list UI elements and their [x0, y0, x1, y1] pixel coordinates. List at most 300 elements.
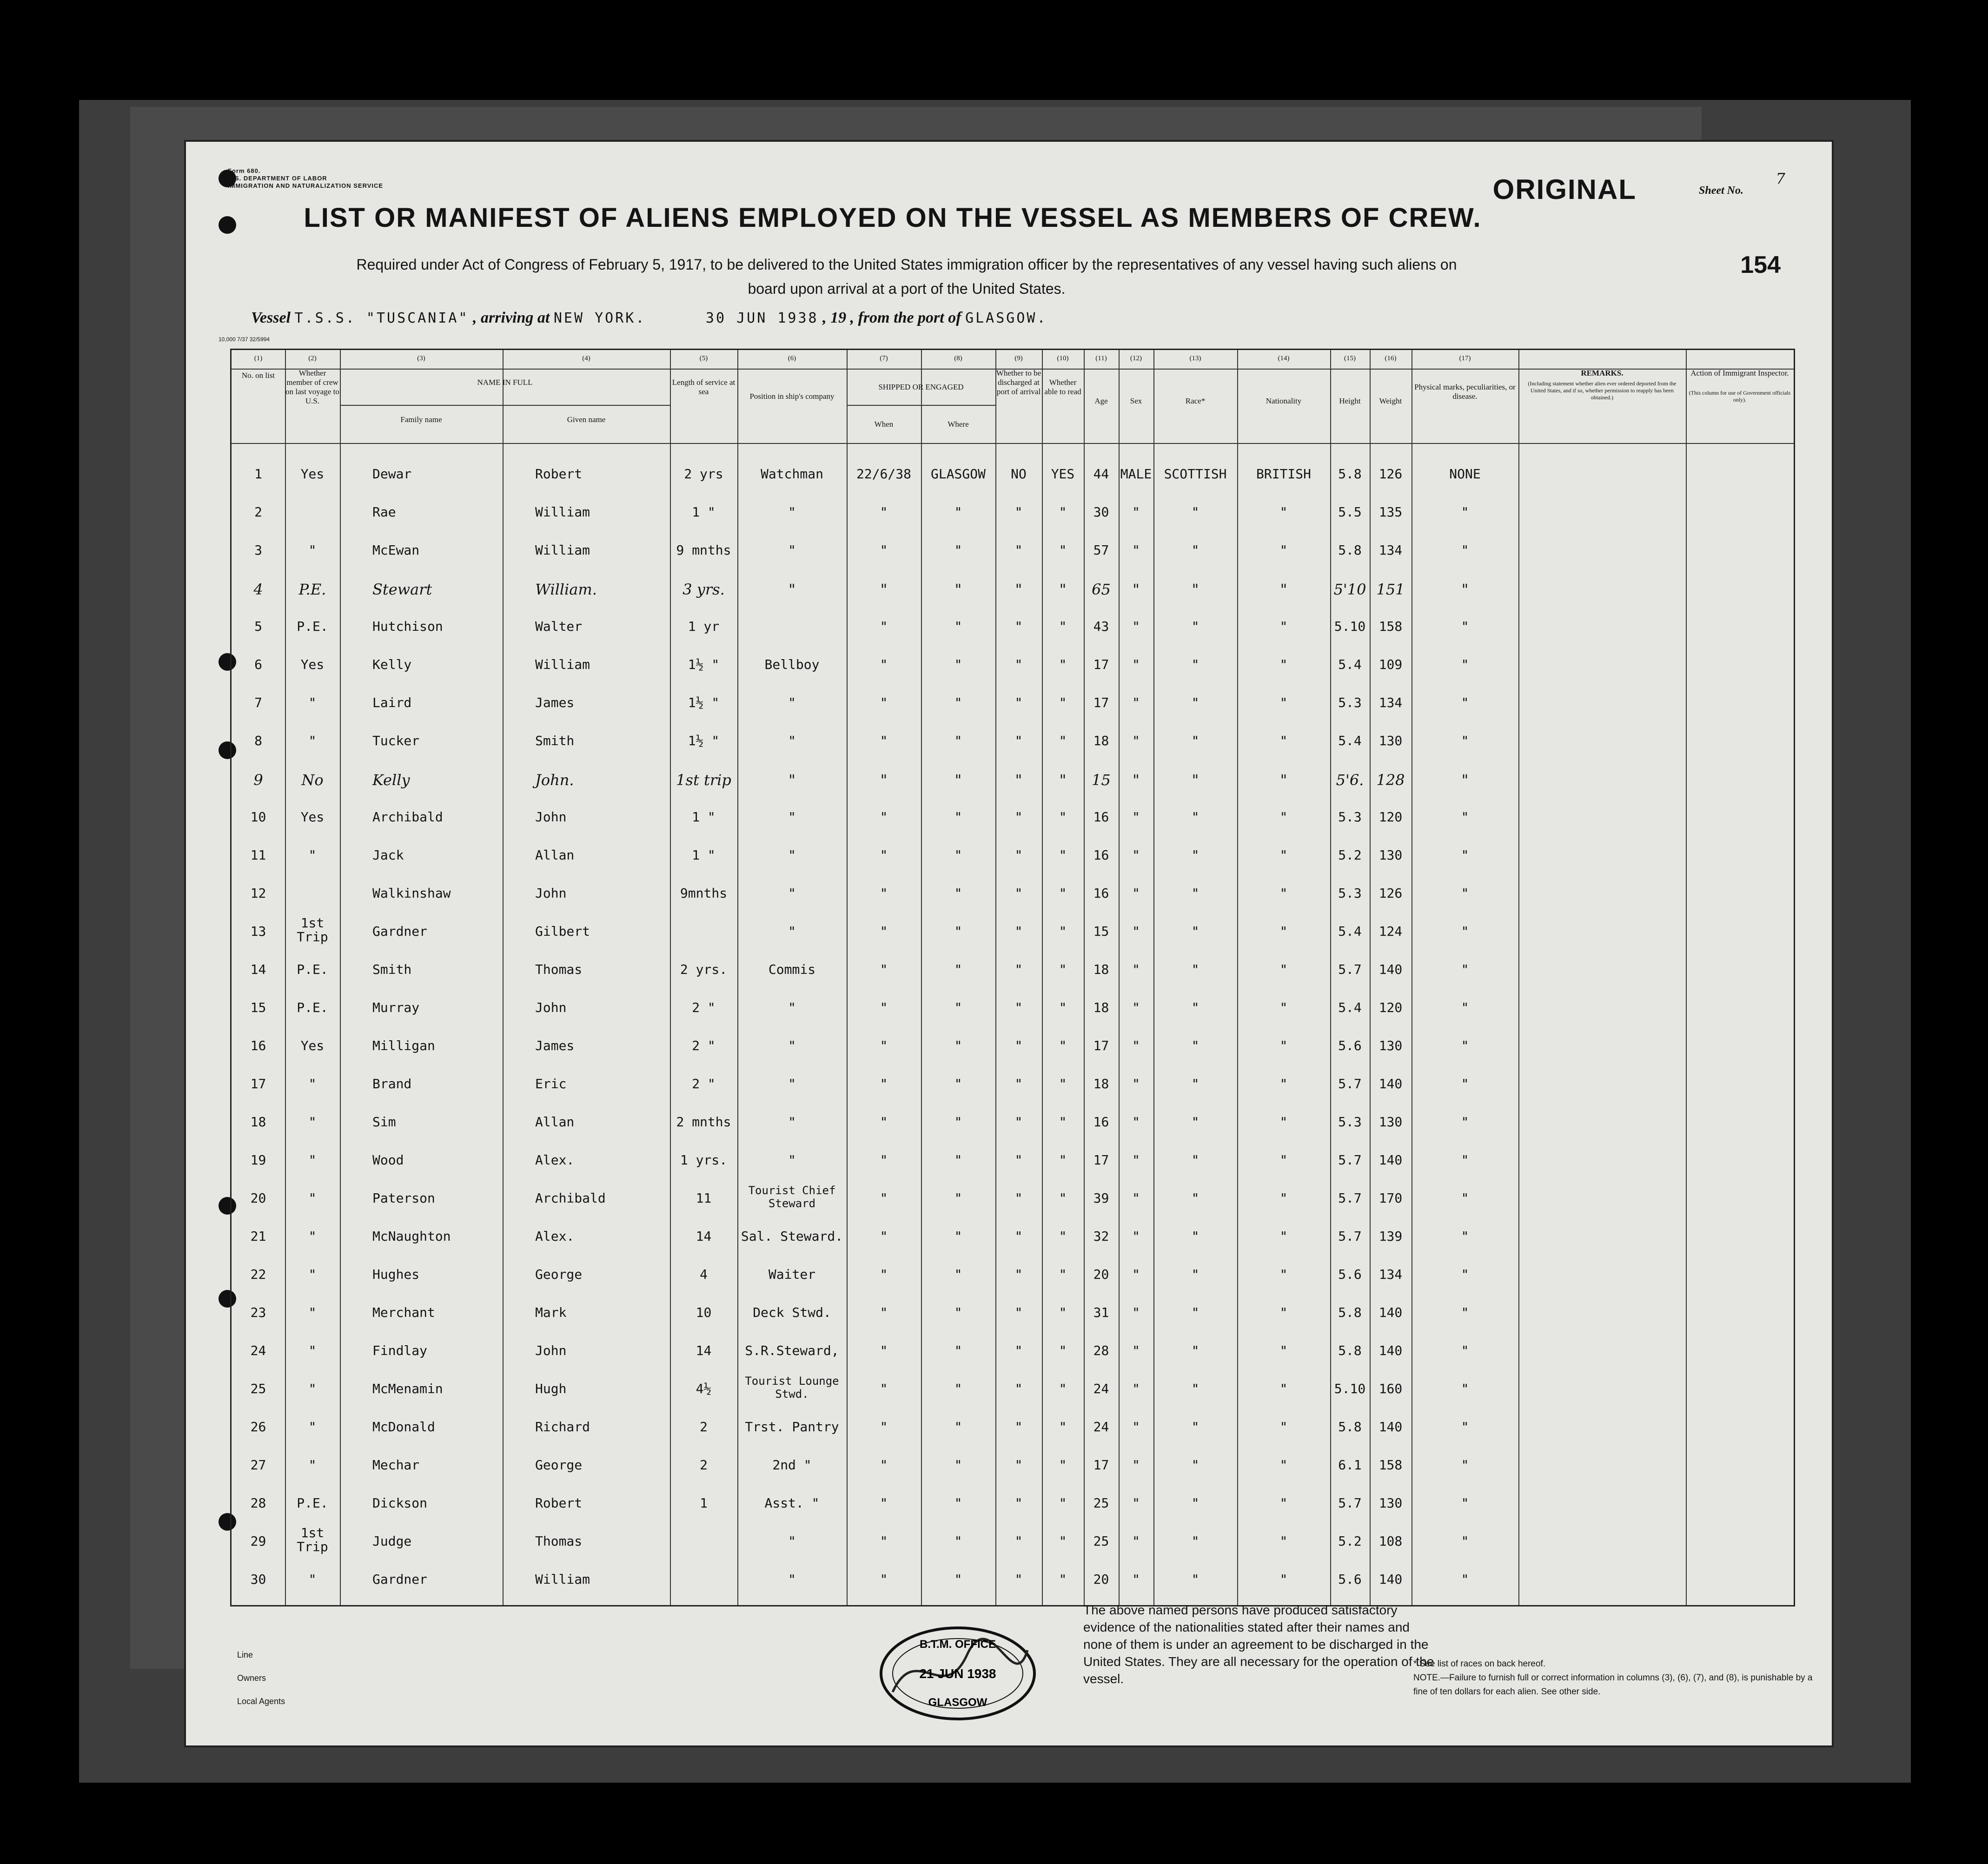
row-where: "	[954, 1038, 962, 1053]
row-given-name: Thomas	[535, 962, 583, 977]
vessel-label: Vessel	[251, 309, 291, 326]
row-given-name: Walter	[535, 619, 583, 634]
row-where: "	[954, 1495, 962, 1511]
row-age: 16	[1093, 847, 1109, 863]
table-row	[232, 1448, 1794, 1486]
row-read: "	[1059, 542, 1067, 558]
row-when: "	[880, 1381, 888, 1396]
row-discharged: "	[1014, 657, 1023, 672]
row-sex: "	[1132, 1572, 1140, 1587]
row-physical: "	[1461, 1305, 1469, 1320]
row-nationality: "	[1279, 1000, 1288, 1015]
row-sex: "	[1132, 619, 1140, 634]
arrival-date: 30 JUN 1938	[705, 310, 819, 326]
row-discharged: "	[1014, 1343, 1023, 1358]
row-physical: "	[1461, 847, 1469, 863]
column-number: (9)	[1014, 355, 1023, 362]
row-number: 7	[254, 695, 262, 710]
row-length: 1 "	[692, 504, 716, 520]
row-height: 5.2	[1338, 847, 1362, 863]
row-weight: 140	[1378, 1419, 1403, 1434]
header-age: Age	[1094, 397, 1108, 405]
row-length: 1 "	[692, 847, 716, 863]
row-age: 31	[1093, 1305, 1109, 1320]
row-position: "	[788, 1000, 796, 1015]
row-height: 5.7	[1338, 1495, 1362, 1511]
row-nationality: "	[1279, 1267, 1288, 1282]
row-race: "	[1191, 1534, 1199, 1549]
table-row	[232, 1486, 1794, 1524]
row-length: 2	[700, 1457, 708, 1473]
row-when: "	[880, 847, 888, 863]
row-age: 17	[1093, 657, 1109, 672]
row-when: "	[880, 1229, 888, 1244]
header-where: Where	[948, 420, 969, 429]
row-where: "	[954, 695, 962, 710]
row-race: "	[1191, 1381, 1199, 1396]
row-discharged: "	[1014, 695, 1023, 710]
stamp-date-text: 21 JUN 1938	[919, 1666, 996, 1681]
header-shipped: SHIPPED OR ENGAGED	[878, 383, 964, 391]
header-divider	[232, 443, 1794, 444]
row-length: 2 "	[692, 1076, 716, 1091]
column-number: (6)	[788, 355, 796, 362]
row-nationality: "	[1279, 1534, 1288, 1549]
row-discharged: "	[1014, 1534, 1023, 1549]
row-where: "	[954, 1229, 962, 1244]
row-age: 32	[1093, 1229, 1109, 1244]
row-physical: "	[1461, 1190, 1469, 1206]
row-number: 3	[254, 542, 262, 558]
row-given-name: John	[535, 809, 567, 825]
row-member: "	[308, 1305, 317, 1320]
row-race: SCOTTISH	[1164, 466, 1227, 482]
row-length: 4	[700, 1267, 708, 1282]
row-age: 18	[1093, 962, 1109, 977]
owners-label: Owners	[237, 1673, 266, 1683]
row-race: "	[1191, 542, 1199, 558]
row-given-name: William	[535, 657, 590, 672]
row-member: "	[308, 1572, 317, 1587]
row-family-name: Judge	[372, 1534, 412, 1549]
row-discharged: "	[1014, 962, 1023, 977]
row-discharged: "	[1014, 619, 1023, 634]
row-age: 43	[1093, 619, 1109, 634]
row-height: 5.2	[1338, 1534, 1362, 1549]
row-position: "	[789, 581, 795, 598]
row-physical: "	[1461, 504, 1469, 520]
row-physical: "	[1461, 1457, 1469, 1473]
row-physical: "	[1461, 1229, 1469, 1244]
row-nationality: "	[1279, 1381, 1288, 1396]
row-family-name: Tucker	[372, 733, 420, 748]
row-when: "	[880, 1305, 888, 1320]
row-position: "	[788, 695, 796, 710]
row-given-name: James	[535, 1038, 575, 1053]
row-member: "	[308, 1076, 317, 1091]
row-nationality: "	[1279, 1343, 1288, 1358]
row-physical: "	[1461, 1572, 1469, 1587]
row-number: 5	[254, 619, 262, 634]
row-race: "	[1191, 1038, 1199, 1053]
table-row	[232, 1181, 1794, 1219]
row-sex: "	[1132, 1534, 1140, 1549]
row-sex: "	[1132, 962, 1140, 977]
row-number: 23	[250, 1305, 266, 1320]
column-number: (13)	[1189, 355, 1201, 362]
row-physical: "	[1461, 542, 1469, 558]
row-given-name: Robert	[535, 466, 583, 482]
row-height: 5'6.	[1336, 771, 1364, 789]
row-nationality: "	[1279, 924, 1288, 939]
table-row	[232, 648, 1794, 686]
row-number: 2	[254, 504, 262, 520]
row-when: "	[880, 733, 888, 748]
row-read: "	[1059, 1114, 1067, 1130]
row-where: "	[954, 504, 962, 520]
table-row	[232, 686, 1794, 724]
row-number: 4	[253, 581, 263, 598]
row-physical: "	[1461, 1267, 1469, 1282]
row-physical: "	[1461, 1534, 1469, 1549]
row-sex: "	[1132, 542, 1140, 558]
row-physical: "	[1461, 1076, 1469, 1091]
row-discharged: "	[1014, 1114, 1023, 1130]
header-physical: Physical marks, peculiarities, or disease.	[1414, 383, 1516, 401]
row-sex: "	[1132, 695, 1140, 710]
page-subtitle: Required under Act of Congress of February 5, 1917, to be delivered to the United States immigration officer by the representatives of any vessel having such aliens on board upon arrival at a port of the United States.	[356, 256, 1457, 297]
row-read: "	[1059, 1076, 1067, 1091]
row-weight: 130	[1378, 1038, 1403, 1053]
row-where: "	[954, 1000, 962, 1015]
row-weight: 134	[1378, 542, 1403, 558]
row-read: "	[1059, 1534, 1067, 1549]
table-row	[232, 914, 1794, 952]
row-nationality: "	[1280, 581, 1287, 598]
row-weight: 130	[1378, 1114, 1403, 1130]
row-given-name: James	[535, 695, 575, 710]
table-row	[232, 876, 1794, 914]
sheet-number: 7	[1776, 170, 1785, 187]
row-position: Watchman	[761, 466, 823, 482]
header-remarks: REMARKS.	[1581, 369, 1624, 377]
row-number: 24	[250, 1343, 266, 1358]
row-given-name: John.	[535, 771, 574, 789]
header-no: No. on list	[241, 371, 275, 380]
row-where: "	[954, 542, 962, 558]
row-when: "	[880, 504, 888, 520]
row-age: 18	[1093, 1076, 1109, 1091]
row-sex: "	[1132, 1419, 1140, 1434]
row-given-name: Allan	[535, 1114, 575, 1130]
row-race: "	[1191, 1419, 1199, 1434]
row-nationality: "	[1279, 847, 1288, 863]
row-member: "	[308, 733, 317, 748]
local-agents-label: Local Agents	[237, 1697, 285, 1706]
row-sex: "	[1132, 1190, 1140, 1206]
row-member: 1st Trip	[297, 915, 328, 945]
row-discharged: "	[1014, 1457, 1023, 1473]
row-nationality: "	[1279, 1457, 1288, 1473]
row-when: "	[880, 809, 888, 825]
row-age: 17	[1093, 695, 1109, 710]
row-age: 18	[1093, 1000, 1109, 1015]
row-nationality: "	[1279, 1305, 1288, 1320]
row-length: 1 "	[692, 809, 716, 825]
row-when: "	[880, 1343, 888, 1358]
row-member: No	[301, 771, 324, 789]
row-nationality: "	[1279, 1038, 1288, 1053]
row-where: "	[954, 1267, 962, 1282]
stamp-top-text: B.T.M. OFFICE	[920, 1638, 996, 1651]
row-member: P.E.	[297, 1000, 328, 1015]
row-read: "	[1059, 1381, 1067, 1396]
row-member: "	[308, 1152, 317, 1168]
row-where: "	[954, 619, 962, 634]
row-position: "	[788, 733, 796, 748]
row-sex: "	[1132, 1076, 1140, 1091]
nationality-statement: The above named persons have produced satisfactory evidence of the nationalities stated after their names and none of them is under an agreement to be discharged in the United States. They are all necessary for the operation of the vessel.	[1083, 1603, 1434, 1686]
row-age: 25	[1093, 1534, 1109, 1549]
table-row	[232, 1562, 1794, 1600]
row-nationality: "	[1279, 1419, 1288, 1434]
row-nationality: "	[1279, 1114, 1288, 1130]
row-weight: 134	[1378, 1267, 1403, 1282]
row-number: 11	[250, 847, 266, 863]
row-given-name: Mark	[535, 1305, 567, 1320]
row-sex: MALE	[1120, 466, 1152, 482]
row-weight: 140	[1378, 1343, 1403, 1358]
row-where: "	[954, 809, 962, 825]
row-discharged: "	[1014, 847, 1023, 863]
row-age: 57	[1093, 542, 1109, 558]
row-when: 22/6/38	[856, 466, 911, 482]
row-height: 5.5	[1338, 504, 1362, 520]
row-family-name: Gardner	[372, 924, 428, 939]
row-discharged: "	[1014, 1000, 1023, 1015]
row-given-name: Smith	[535, 733, 575, 748]
row-read: "	[1059, 504, 1067, 520]
row-member: 1st Trip	[297, 1525, 328, 1554]
row-number: 26	[250, 1419, 266, 1434]
row-read: "	[1059, 771, 1067, 789]
row-age: 17	[1093, 1038, 1109, 1053]
row-race: "	[1191, 847, 1199, 863]
row-physical: "	[1461, 962, 1469, 977]
row-where: "	[954, 847, 962, 863]
row-age: 24	[1093, 1419, 1109, 1434]
row-when: "	[880, 542, 888, 558]
row-position: "	[788, 1038, 796, 1053]
row-family-name: Kelly	[372, 771, 410, 789]
row-race: "	[1191, 1190, 1199, 1206]
row-given-name: Thomas	[535, 1534, 583, 1549]
row-family-name: Wood	[372, 1152, 404, 1168]
row-read: "	[1059, 924, 1067, 939]
row-read: "	[1059, 1038, 1067, 1053]
row-weight: 160	[1378, 1381, 1403, 1396]
row-nationality: "	[1279, 733, 1288, 748]
row-number: 22	[250, 1267, 266, 1282]
row-where: "	[954, 1305, 962, 1320]
row-length: 2 mnths	[676, 1114, 731, 1130]
row-length: 3 yrs.	[683, 581, 725, 598]
column-number: (14)	[1278, 355, 1290, 362]
row-physical: "	[1461, 771, 1469, 789]
header-nationality: Nationality	[1266, 397, 1302, 405]
row-when: "	[880, 886, 888, 901]
row-height: 5.4	[1338, 657, 1362, 672]
row-position: "	[788, 1152, 796, 1168]
row-where: "	[954, 581, 962, 598]
row-height: 5.3	[1338, 1114, 1362, 1130]
row-family-name: Gardner	[372, 1572, 428, 1587]
row-when: "	[880, 1495, 888, 1511]
row-physical: "	[1461, 1038, 1469, 1053]
table-row	[232, 1296, 1794, 1334]
row-age: 16	[1093, 886, 1109, 901]
row-member: "	[308, 1419, 317, 1434]
row-height: 5.6	[1338, 1038, 1362, 1053]
row-number: 14	[250, 962, 266, 977]
row-where: "	[954, 1457, 962, 1473]
row-position: "	[788, 1572, 796, 1587]
row-race: "	[1191, 1495, 1199, 1511]
row-family-name: Sim	[372, 1114, 396, 1130]
row-length: 1 yr	[688, 619, 720, 634]
row-discharged: "	[1014, 1076, 1023, 1091]
row-member: Yes	[300, 466, 325, 482]
table-row	[232, 724, 1794, 762]
row-family-name: Jack	[372, 847, 404, 863]
row-number: 6	[254, 657, 262, 672]
column-number: (15)	[1344, 355, 1356, 362]
row-discharged: "	[1014, 1229, 1023, 1244]
row-read: "	[1059, 1343, 1067, 1358]
row-physical: "	[1461, 1381, 1469, 1396]
print-code: 10,000 7/37 32/5994	[219, 336, 270, 343]
row-physical: "	[1461, 886, 1469, 901]
row-when: "	[880, 619, 888, 634]
row-discharged: "	[1014, 504, 1023, 520]
row-member: "	[308, 847, 317, 863]
row-read: "	[1059, 1305, 1067, 1320]
row-given-name: George	[535, 1267, 583, 1282]
row-sex: "	[1132, 1000, 1140, 1015]
row-member: Yes	[300, 657, 325, 672]
row-nationality: "	[1279, 504, 1288, 520]
row-nationality: "	[1279, 1229, 1288, 1244]
row-race: "	[1191, 1305, 1199, 1320]
row-race: "	[1191, 1152, 1199, 1168]
page-number: 154	[1740, 251, 1781, 278]
row-nationality: "	[1279, 962, 1288, 977]
row-where: "	[954, 962, 962, 977]
row-where: "	[954, 1381, 962, 1396]
row-height: 5.7	[1338, 962, 1362, 977]
table-row	[232, 952, 1794, 991]
row-length: 1½ "	[688, 657, 720, 672]
row-length: 2 yrs.	[680, 962, 728, 977]
row-length: 10	[696, 1305, 712, 1320]
row-where: "	[954, 886, 962, 901]
row-family-name: Rae	[372, 504, 396, 520]
row-family-name: McMenamin	[372, 1381, 443, 1396]
row-position: Commis	[768, 962, 816, 977]
row-weight: 130	[1378, 847, 1403, 863]
row-sex: "	[1132, 1038, 1140, 1053]
row-member: Yes	[300, 809, 325, 825]
row-position: "	[788, 1114, 796, 1130]
row-number: 30	[250, 1572, 266, 1587]
header-name-in-full: NAME IN FULL	[477, 378, 533, 387]
row-height: 5.7	[1338, 1229, 1362, 1244]
row-family-name: Hughes	[372, 1267, 420, 1282]
row-nationality: "	[1279, 657, 1288, 672]
header-race: Race*	[1185, 397, 1206, 405]
row-given-name: Hugh	[535, 1381, 567, 1396]
row-height: 5.4	[1338, 733, 1362, 748]
row-family-name: Walkinshaw	[372, 886, 451, 901]
table-row	[232, 991, 1794, 1029]
row-number: 25	[250, 1381, 266, 1396]
row-sex: "	[1132, 886, 1140, 901]
row-weight: 109	[1378, 657, 1403, 672]
row-position: "	[788, 886, 796, 901]
row-where: "	[954, 1534, 962, 1549]
row-race: "	[1191, 733, 1199, 748]
row-race: "	[1191, 657, 1199, 672]
row-length: 2 "	[692, 1000, 716, 1015]
row-where: "	[954, 924, 962, 939]
row-when: "	[880, 1419, 888, 1434]
row-physical: "	[1461, 581, 1469, 598]
row-member: "	[308, 1457, 317, 1473]
form-number: Form 680.	[228, 167, 261, 174]
row-position: "	[788, 847, 796, 863]
row-member: "	[308, 1229, 317, 1244]
row-discharged: "	[1014, 1572, 1023, 1587]
row-race: "	[1191, 504, 1199, 520]
row-weight: 120	[1378, 1000, 1403, 1015]
row-weight: 126	[1378, 886, 1403, 901]
row-where: "	[954, 1343, 962, 1358]
row-given-name: George	[535, 1457, 583, 1473]
row-height: 5.7	[1338, 1152, 1362, 1168]
row-weight: 140	[1378, 1572, 1403, 1587]
row-nationality: "	[1279, 619, 1288, 634]
row-where: GLASGOW	[930, 466, 986, 482]
row-nationality: BRITISH	[1256, 466, 1311, 482]
row-number: 18	[250, 1114, 266, 1130]
table-row	[232, 1410, 1794, 1448]
vessel-line	[251, 309, 1047, 327]
row-discharged: "	[1014, 733, 1023, 748]
row-height: 5.8	[1338, 1343, 1362, 1358]
row-height: 5'10	[1333, 581, 1366, 598]
row-read: "	[1059, 1572, 1067, 1587]
row-given-name: John	[535, 886, 567, 901]
row-given-name: William	[535, 542, 590, 558]
table-row	[232, 1143, 1794, 1181]
row-race: "	[1191, 1457, 1199, 1473]
row-age: 24	[1093, 1381, 1109, 1396]
header-sex: Sex	[1130, 397, 1142, 405]
original-mark: ORIGINAL	[1492, 174, 1637, 205]
row-given-name: John	[535, 1000, 567, 1015]
row-given-name: William	[535, 1572, 590, 1587]
row-position: Tourist Chief Steward	[748, 1184, 836, 1210]
